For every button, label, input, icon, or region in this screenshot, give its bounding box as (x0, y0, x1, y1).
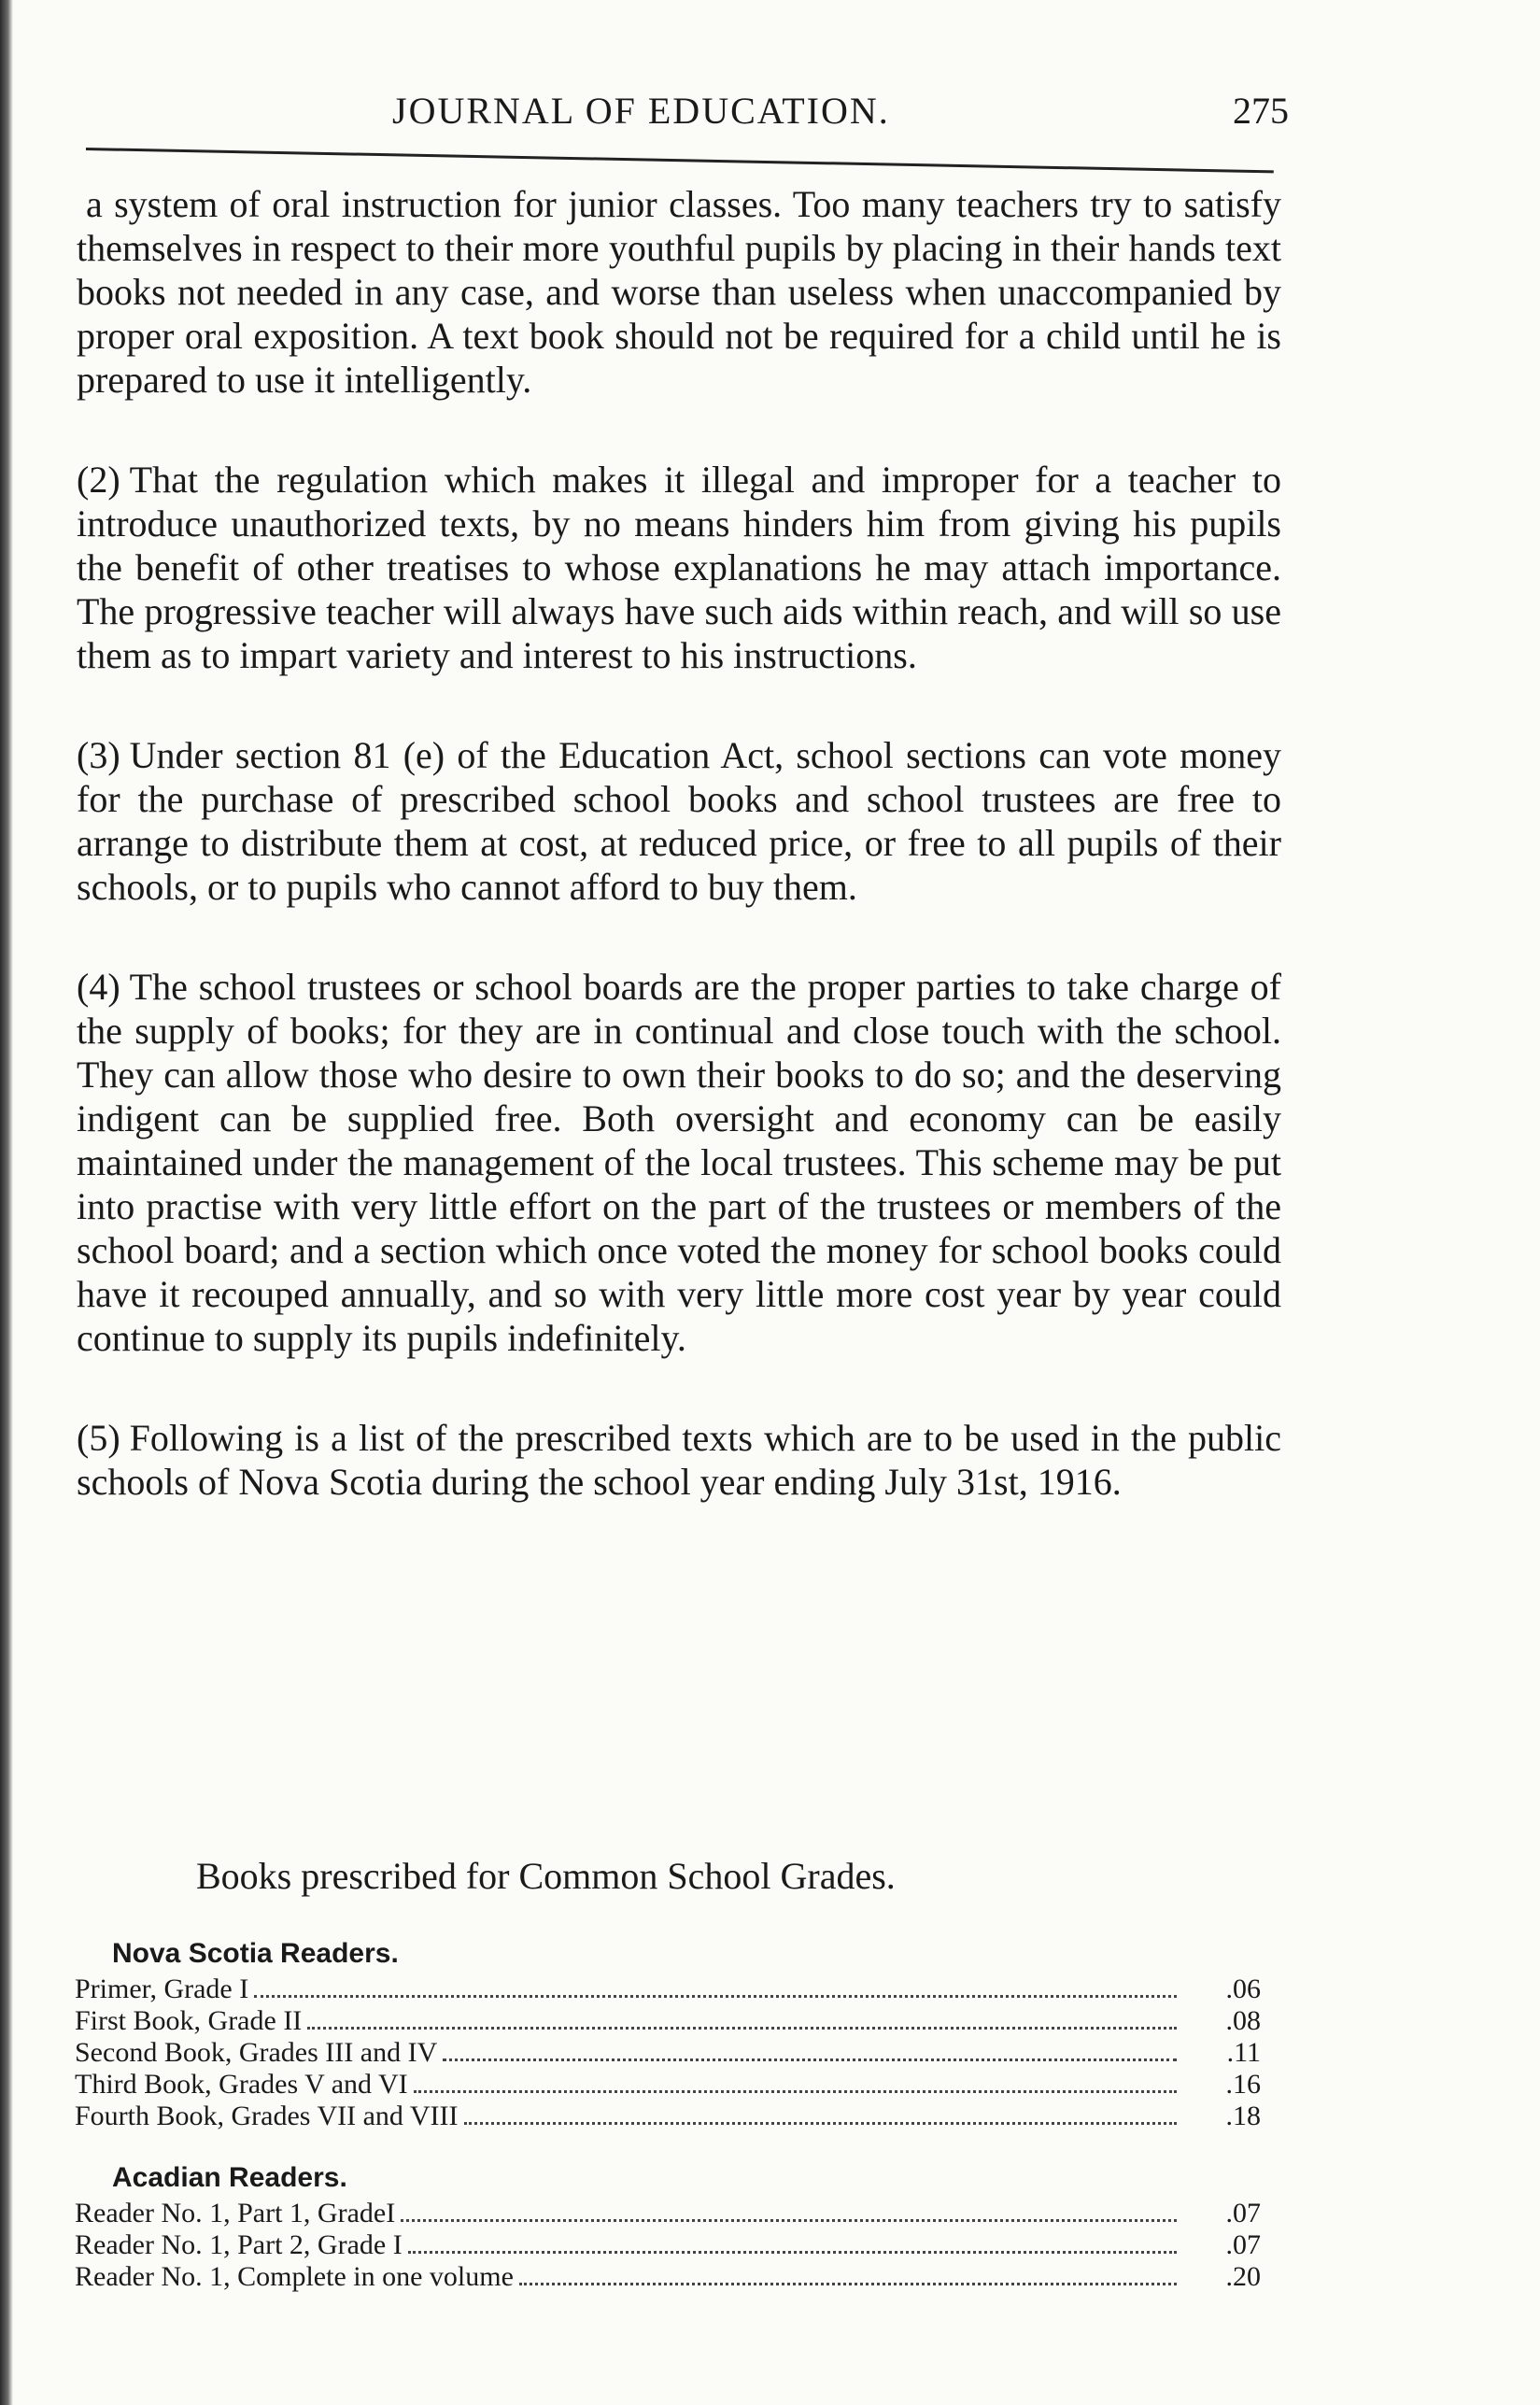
book-price: .08 (1225, 2005, 1261, 2036)
series-title: Acadian Readers. (112, 2162, 347, 2193)
book-name: Reader No. 1, Part 1, GradeI (75, 2198, 396, 2228)
paragraph-number: (4) (77, 966, 120, 1008)
book-row (75, 2005, 1261, 2037)
paragraph-number: (3) (77, 734, 120, 776)
book-name: Fourth Book, Grades VII and VIII (75, 2101, 459, 2131)
header-rule (86, 148, 1274, 173)
dot-leader (408, 2251, 1177, 2254)
paragraph-5 (77, 1416, 1281, 1504)
page-binding-edge (0, 0, 13, 2405)
paragraph-2 (77, 458, 1281, 677)
paragraph-text: That the regulation which makes it illegal and improper for a teacher to introduce unauthorized texts, by no means hinders him from giving his pupils the benefit of other treatises to whose explanations he may attach importance. The progressive teacher will always have such aids within reach, and will so use them as to impart variety and interest to his instructions. (77, 459, 1281, 676)
book-name: First Book, Grade II (75, 2005, 303, 2036)
book-price: .11 (1226, 2037, 1261, 2068)
paragraph-3 (77, 733, 1281, 909)
dot-leader (401, 2219, 1177, 2222)
book-price: .06 (1225, 1974, 1261, 2004)
body-text (77, 182, 1281, 1560)
dot-leader (519, 2283, 1177, 2285)
book-row (75, 2229, 1261, 2261)
paragraph-text: Under section 81 (e) of the Education Act, school sections can vote money for the purchase of prescribed school books and school trustees are free to arrange to distribute them at cost, at reduced price, or free to all pupils of their schools, or to pupils who cannot afford to buy them. (77, 734, 1281, 908)
dot-leader (443, 2058, 1177, 2061)
book-name: Third Book, Grades V and VI (75, 2069, 408, 2100)
dot-leader (414, 2090, 1177, 2093)
dot-leader (307, 2027, 1177, 2030)
book-price: .07 (1225, 2229, 1261, 2260)
book-price: .07 (1225, 2198, 1261, 2228)
paragraph-text: The school trustees or school boards are the proper parties to take charge of the supply of books; for they are in continual and close touch with the school. They can allow those who desire to own their books to do so; and the deserving indigent can be supplied free. Both oversight and economy can be easily maintained under the management of the local trustees. This scheme may be put into practise with very little effort on the part of the trustees or members of the school board; and a section which once voted the money for school books could have it recouped annually, and so with very little more cost year by year could continue to supply its pupils indefinitely. (77, 966, 1281, 1359)
book-name: Reader No. 1, Complete in one volume (75, 2261, 514, 2292)
paragraph-number: (2) (77, 459, 120, 501)
book-row (75, 2101, 1261, 2132)
book-row (75, 2037, 1261, 2069)
book-price: .18 (1225, 2101, 1261, 2131)
page-header (392, 89, 1289, 145)
paragraph-text: a system of oral instruction for junior classes. Too many teachers try to satisfy themselves in respect to their more youthful pupils by placing in their hands text books not needed in any case, and worse than useless when unaccompanied by proper oral exposition. A text book should not be required for a child until he is prepared to use it intelligently. (77, 183, 1281, 401)
book-name: Second Book, Grades III and IV (75, 2037, 438, 2068)
paragraph-text: Following is a list of the prescribed texts which are to be used in the public schools of Nova Scotia during the school year ending July 31st, 1916. (77, 1417, 1281, 1503)
paragraph-4 (77, 965, 1281, 1360)
book-row (75, 1974, 1261, 2005)
book-row (75, 2069, 1261, 2101)
book-name: Primer, Grade I (75, 1974, 249, 2004)
book-price: .16 (1225, 2069, 1261, 2100)
page-number: 275 (1233, 90, 1289, 132)
book-list-acadian (75, 2162, 1261, 2293)
dot-leader (254, 1995, 1177, 1998)
paragraph-number: (5) (77, 1417, 120, 1459)
book-row (75, 2198, 1261, 2229)
section-heading: Books prescribed for Common School Grades. (196, 1855, 896, 1897)
series-title: Nova Scotia Readers. (112, 1938, 399, 1969)
paragraph-1 (77, 182, 1281, 402)
book-list-nova-scotia (75, 1938, 1261, 2132)
running-title: JOURNAL OF EDUCATION. (392, 90, 890, 132)
book-price: .20 (1225, 2261, 1261, 2292)
book-row (75, 2261, 1261, 2293)
dot-leader (464, 2122, 1178, 2125)
book-name: Reader No. 1, Part 2, Grade I (75, 2229, 403, 2260)
